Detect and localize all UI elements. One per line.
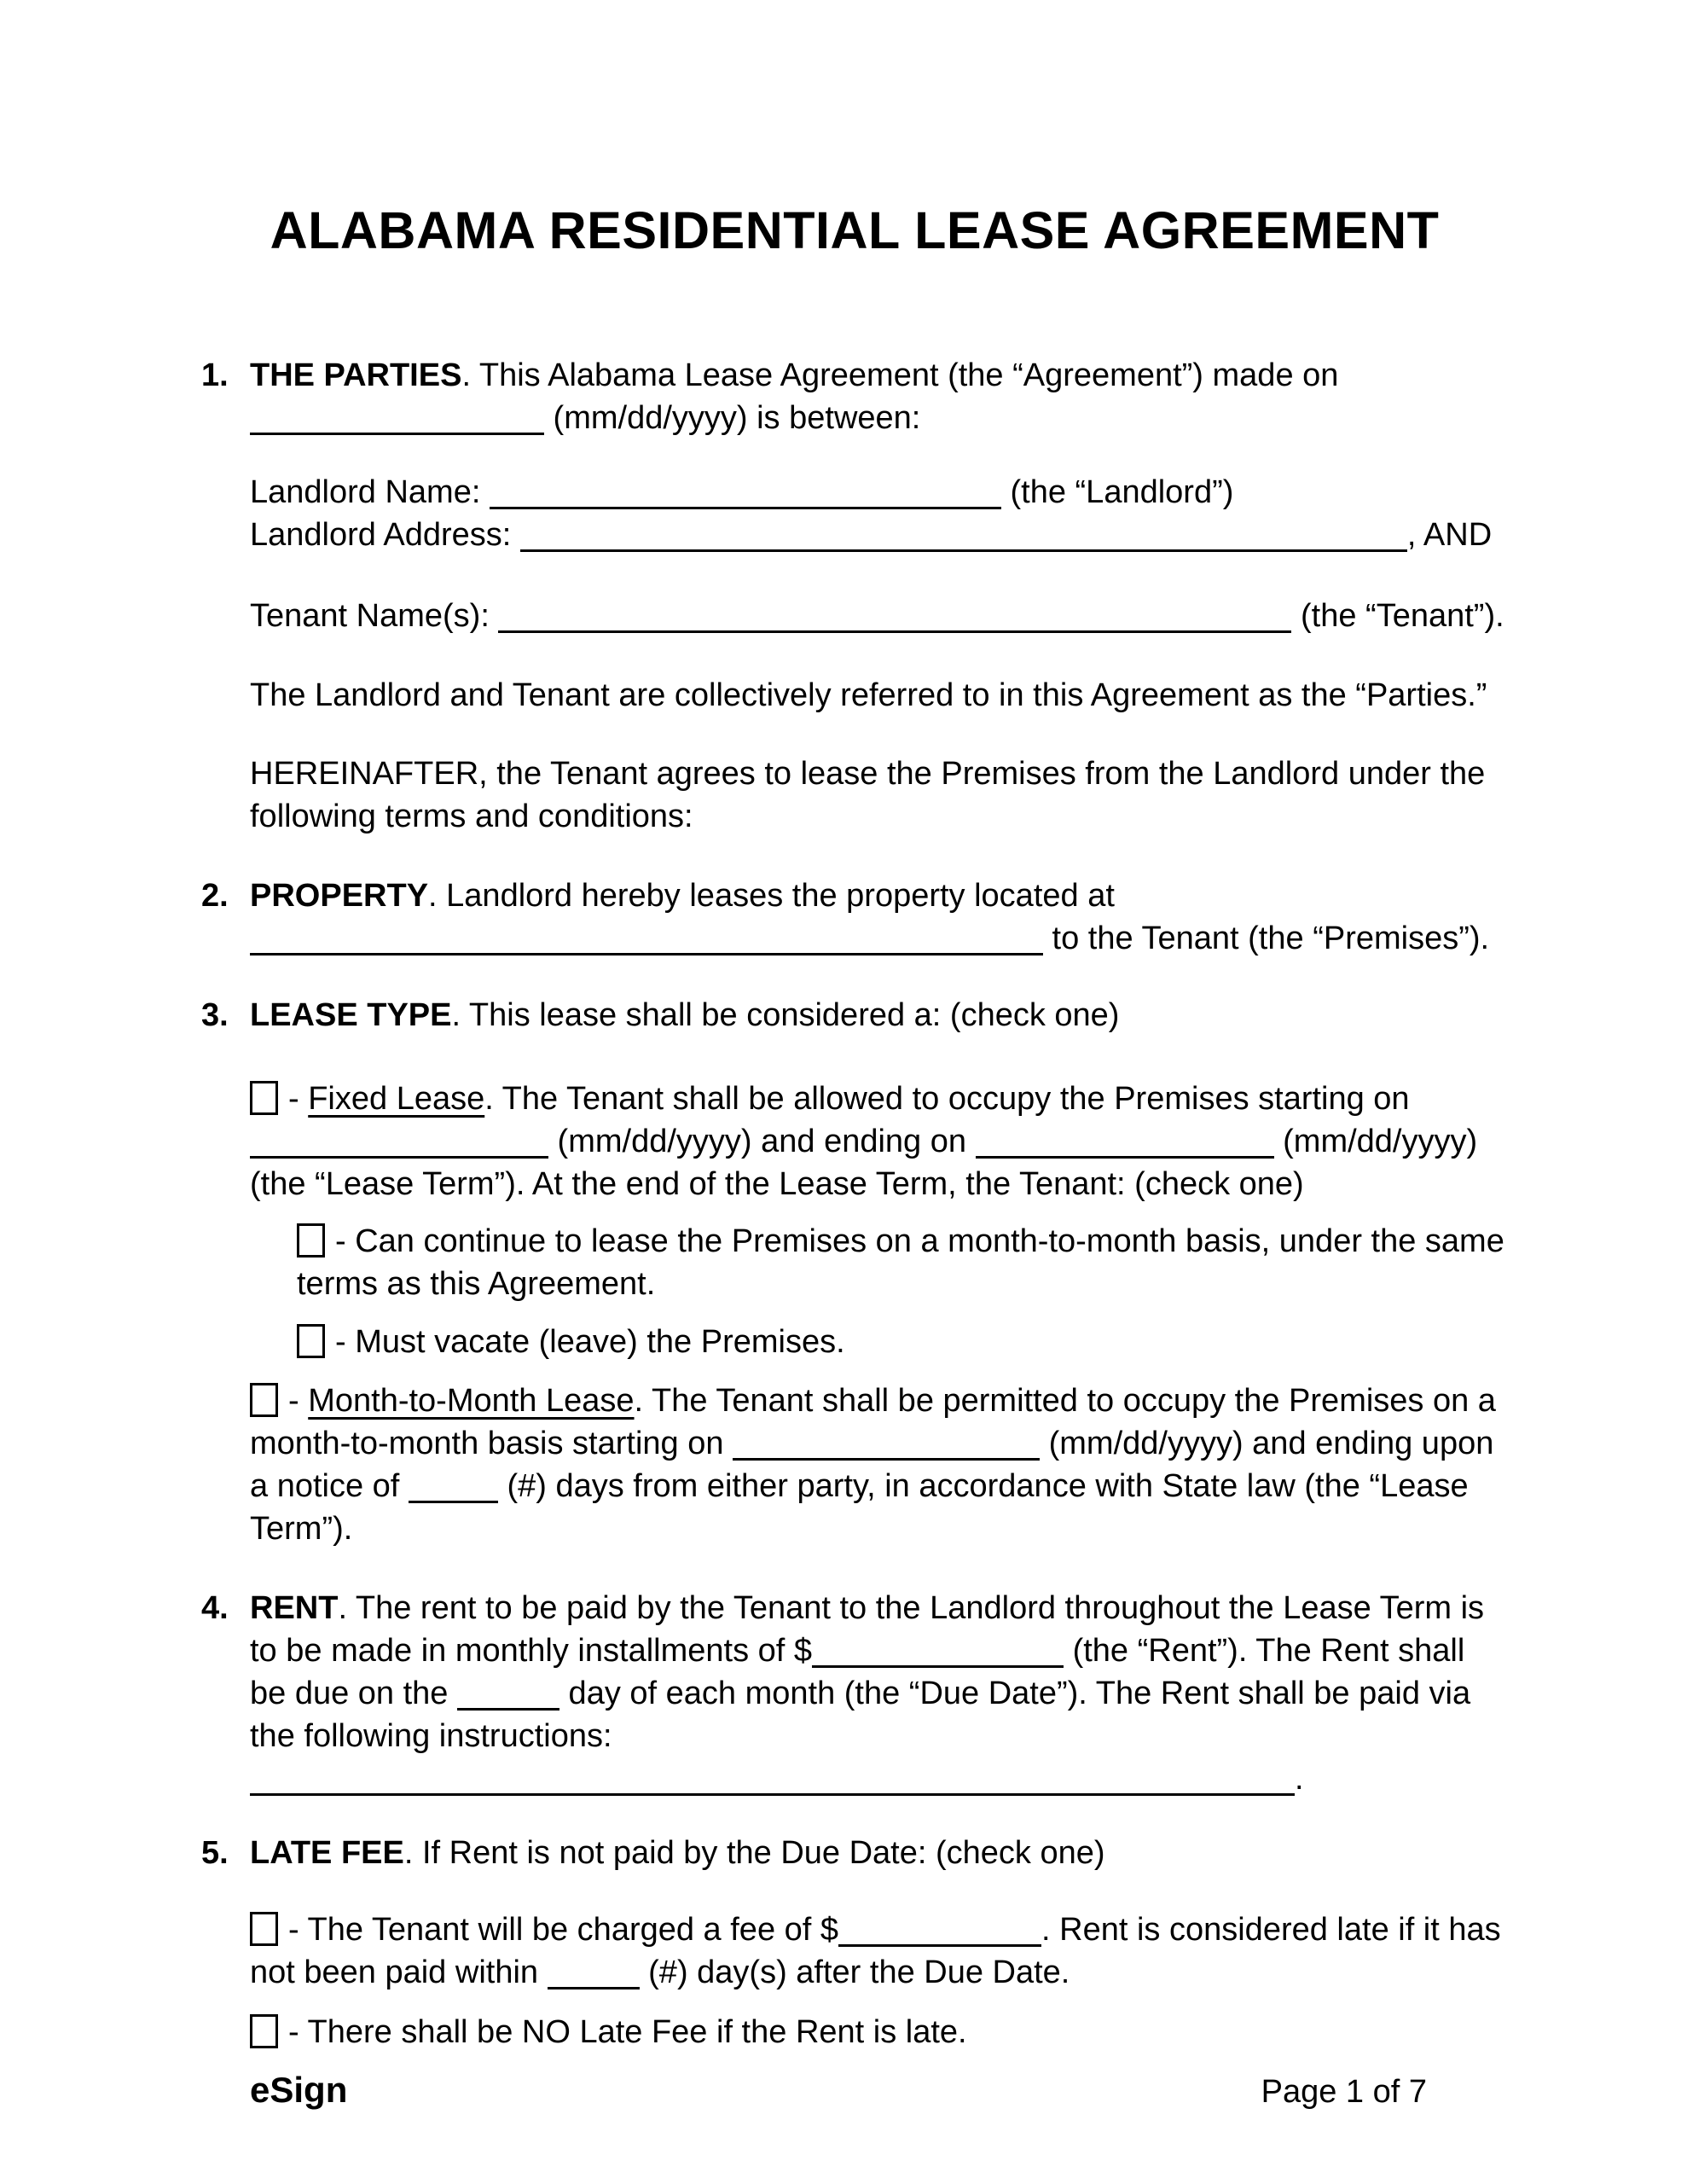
section-parties-text2: (mm/dd/yyyy) is between: [544,400,921,436]
fixed-lease-text1: . The Tenant shall be allowed to occupy the Premises starting on [484,1081,1410,1117]
hereinafter-text: HEREINAFTER, the Tenant agrees to lease the Premises from the Landlord under the following terms and conditions: [250,756,1486,834]
section-property-text2: to the Tenant (the “Premises”). [1043,921,1490,956]
property-address-blank[interactable] [250,919,1043,956]
agreement-date-blank[interactable] [250,398,544,435]
late-fee-days-blank[interactable] [548,1953,640,1989]
section-rent-heading: RENT [250,1590,339,1626]
section-rent-text3: day of each month (the “Due Date”). The Rent shall be paid via the following instructions: [250,1676,1471,1754]
section-parties-text: . This Alabama Lease Agreement (the “Agreement”) made on [461,357,1339,393]
landlord-address-label: Landlord Address: [250,517,520,553]
fixed-lease-vacate-option [248,1321,1508,1363]
landlord-name-label: Landlord Name: [250,474,490,510]
fixed-lease-checkbox[interactable] [250,1081,278,1115]
parties-collective-paragraph [201,674,1508,717]
section-late-fee-heading: LATE FEE [250,1835,404,1871]
section-parties-number: 1. [201,357,229,393]
section-late-fee-text: . If Rent is not paid by the Due Date: (check one) [403,1835,1105,1871]
section-property-text: . Landlord hereby leases the property located at [428,878,1115,914]
month-to-month-dash: - [288,1383,309,1419]
late-fee-charged-text1: - The Tenant will be charged a fee of $ [288,1912,839,1948]
must-vacate-checkbox[interactable] [297,1324,325,1358]
section-lease-type-text: . This lease shall be considered a: (check one) [451,997,1120,1033]
section-rent-text2: (the “Rent”). The Rent shall be due on the [250,1633,1465,1711]
section-late-fee [201,1832,1508,1874]
tenant-names-suffix: (the “Tenant”). [1291,598,1504,634]
late-fee-amount-blank[interactable] [838,1910,1041,1947]
section-property-heading: PROPERTY [250,878,429,914]
no-late-fee-option [201,2011,1508,2053]
section-parties [201,354,1508,439]
month-to-month-start-date-blank[interactable] [733,1424,1040,1461]
section-lease-type-number: 3. [201,997,229,1033]
month-to-month-lease-checkbox[interactable] [250,1383,278,1417]
month-to-month-label: Month-to-Month Lease [308,1383,635,1419]
fixed-lease-option [201,1077,1508,1205]
continue-month-to-month-checkbox[interactable] [297,1223,325,1258]
fixed-lease-start-date-blank[interactable] [250,1122,548,1159]
month-to-month-text2: (mm/dd/yyyy) and ending upon a notice of [250,1426,1494,1504]
late-fee-charged-text2: . Rent is considered late if it has not been paid within [250,1912,1501,1990]
landlord-name-blank[interactable] [490,473,1001,509]
month-to-month-option [201,1380,1508,1550]
month-to-month-text1: . The Tenant shall be permitted to occupy the Premises on a month-to-month basis starting on [250,1383,1496,1461]
tenant-block [201,595,1508,637]
section-property [201,874,1508,960]
rent-due-day-blank[interactable] [457,1674,559,1711]
page-number: Page 1 of 7 [1261,2074,1427,2110]
fixed-lease-end-date-blank[interactable] [976,1122,1274,1159]
hereinafter-paragraph [201,752,1508,838]
fixed-lease-text2: (mm/dd/yyyy) and ending on [548,1124,976,1159]
rent-instructions-blank[interactable] [250,1759,1295,1796]
section-rent-number: 4. [201,1590,229,1626]
month-to-month-notice-days-blank[interactable] [409,1467,498,1503]
no-late-fee-text: - There shall be NO Late Fee if the Rent is late. [288,2014,967,2050]
month-to-month-text3: (#) days from either party, in accordance with State law (the “Lease Term”). [250,1468,1469,1547]
page-title: ALABAMA RESIDENTIAL LEASE AGREEMENT [270,201,1440,259]
section-rent [201,1587,1508,1800]
must-vacate-text: - Must vacate (leave) the Premises. [335,1324,845,1360]
fixed-lease-continue-option [248,1220,1508,1305]
landlord-name-suffix: (the “Landlord”) [1000,474,1234,510]
late-fee-charged-option [201,1908,1508,1994]
landlord-address-suffix: , AND [1406,517,1493,553]
section-rent-text4: . [1295,1761,1304,1797]
section-parties-heading: THE PARTIES [250,357,462,393]
section-property-number: 2. [201,878,229,914]
landlord-address-blank[interactable] [520,515,1407,552]
fixed-lease-text3: (mm/dd/yyyy) (the “Lease Term”). At the end of the Lease Term, the Tenant: (check one) [250,1124,1478,1202]
fixed-lease-label: Fixed Lease [308,1081,485,1117]
page-footer [250,2069,1427,2113]
parties-collective-text: The Landlord and Tenant are collectively referred to in this Agreement as the “Parties.” [250,677,1487,713]
late-fee-charged-checkbox[interactable] [250,1912,278,1946]
landlord-block [201,471,1508,556]
late-fee-charged-text3: (#) day(s) after the Due Date. [639,1955,1070,1990]
fixed-lease-dash: - [288,1081,309,1117]
esign-logo: eSign [250,2070,348,2110]
tenant-names-blank[interactable] [498,596,1291,633]
section-lease-type [201,994,1508,1037]
section-rent-text1: . The rent to be paid by the Tenant to the Landlord throughout the Lease Term is to be made in monthly installments of $ [250,1590,1485,1669]
no-late-fee-checkbox[interactable] [250,2014,278,2048]
rent-amount-blank[interactable] [812,1631,1064,1668]
tenant-names-label: Tenant Name(s): [250,598,499,634]
continue-month-to-month-text: - Can continue to lease the Premises on a month-to-month basis, under the same terms as this Agreement. [297,1223,1504,1302]
section-lease-type-heading: LEASE TYPE [250,997,452,1033]
section-late-fee-number: 5. [201,1835,229,1871]
